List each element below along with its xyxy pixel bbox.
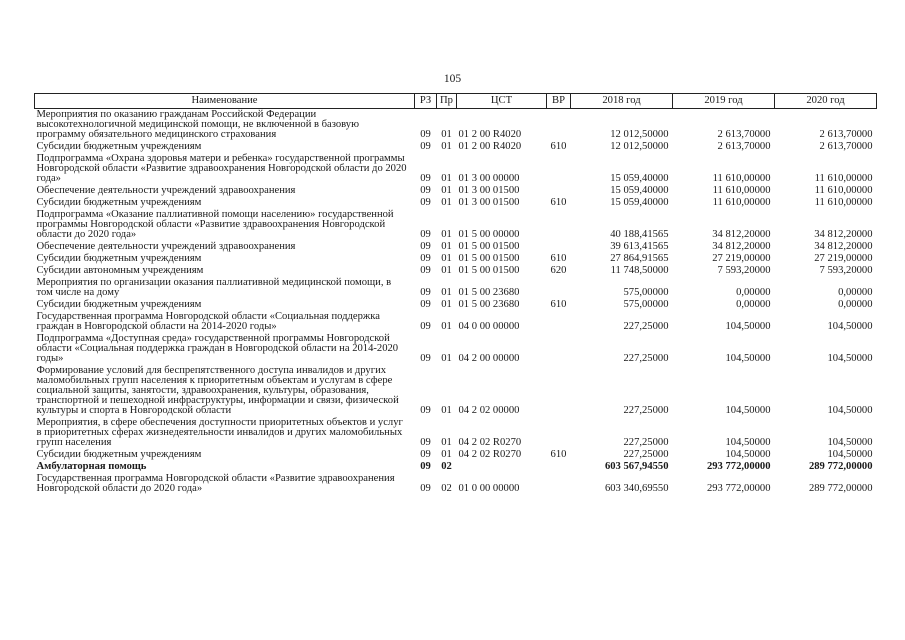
cell-2018: 15 059,40000 — [610, 173, 669, 184]
cell-2019: 11 610,00000 — [712, 197, 771, 208]
cell-2020: 289 772,00000 — [808, 461, 873, 472]
cell-rz: 09 — [420, 241, 431, 252]
cell-cst: 01 0 00 00000 — [458, 483, 520, 494]
cell-name: Субсидии бюджетным учреждениям — [36, 299, 202, 310]
cell-cst: 01 5 00 00000 — [458, 229, 520, 240]
cell-2020: 11 610,00000 — [814, 185, 873, 196]
cell-name: Мероприятия, в сфере обеспечения доступности приоритетных объектов и услуг в приоритетных сферах жизнедеятельности инвалидов и других маломобильных групп населения — [36, 417, 403, 448]
cell-2020: 104,50000 — [827, 405, 873, 416]
cell-pr: 01 — [441, 287, 452, 298]
cell-cst: 04 2 02 R0270 — [458, 449, 522, 460]
cell-vr — [547, 185, 571, 197]
cell-pr: 01 — [441, 299, 452, 310]
cell-cst: 04 2 02 00000 — [458, 405, 520, 416]
cell-2020: 0,00000 — [838, 287, 873, 298]
cell-cst: 01 2 00 R4020 — [458, 141, 522, 152]
cell-pr: 01 — [441, 265, 452, 276]
cell-cst: 01 5 00 23680 — [458, 299, 520, 310]
cell-pr: 02 — [441, 483, 452, 494]
cell-2020: 104,50000 — [827, 449, 873, 460]
cell-cst: 01 3 00 00000 — [458, 173, 520, 184]
cell-rz: 09 — [420, 299, 431, 310]
cell-rz: 09 — [420, 265, 431, 276]
header-cst: ЦСТ — [457, 94, 547, 109]
cell-rz: 09 — [420, 173, 431, 184]
cell-pr: 01 — [441, 197, 452, 208]
cell-vr — [547, 417, 571, 449]
cell-2018: 12 012,50000 — [610, 141, 669, 152]
table-row — [35, 253, 877, 265]
cell-2018: 575,00000 — [623, 299, 669, 310]
cell-rz: 09 — [420, 321, 431, 332]
cell-name: Государственная программа Новгородской области «Развитие здравоохранения Новгородской области до 2020 года» — [36, 473, 395, 494]
cell-vr — [547, 109, 571, 142]
cell-2019: 2 613,70000 — [717, 129, 771, 140]
cell-cst: 01 5 00 01500 — [458, 253, 520, 264]
table-row — [35, 109, 877, 142]
cell-2019: 104,50000 — [725, 353, 771, 364]
cell-name: Государственная программа Новгородской области «Социальная поддержка граждан в Новгородской области на 2014-2020 годы» — [36, 311, 380, 332]
cell-pr: 01 — [441, 437, 452, 448]
table-row — [35, 311, 877, 333]
cell-name: Субсидии бюджетным учреждениям — [36, 141, 202, 152]
table-row — [35, 417, 877, 449]
cell-2019: 2 613,70000 — [717, 141, 771, 152]
cell-cst: 04 2 00 00000 — [458, 353, 520, 364]
cell-cst: 04 2 02 R0270 — [458, 437, 522, 448]
cell-2018: 11 748,50000 — [610, 265, 669, 276]
cell-cst: 01 5 00 01500 — [458, 241, 520, 252]
cell-pr: 01 — [441, 253, 452, 264]
table-row — [35, 197, 877, 209]
cell-vr — [547, 461, 571, 473]
cell-rz: 09 — [420, 353, 431, 364]
cell-vr: 610 — [550, 449, 567, 460]
cell-2019: 34 812,20000 — [712, 241, 771, 252]
cell-2019: 27 219,00000 — [712, 253, 771, 264]
cell-vr: 610 — [550, 141, 567, 152]
cell-2020: 289 772,00000 — [808, 483, 873, 494]
cell-cst: 01 5 00 23680 — [458, 287, 520, 298]
cell-2020: 104,50000 — [827, 437, 873, 448]
cell-cst: 01 5 00 01500 — [458, 265, 520, 276]
cell-2020: 11 610,00000 — [814, 197, 873, 208]
table-header-row — [35, 94, 877, 109]
cell-2018: 27 864,91565 — [610, 253, 669, 264]
table-row — [35, 299, 877, 311]
cell-2018: 15 059,40000 — [610, 185, 669, 196]
table-row — [35, 185, 877, 197]
cell-rz: 09 — [420, 461, 431, 472]
cell-vr: 610 — [550, 197, 567, 208]
cell-2020: 34 812,20000 — [814, 241, 873, 252]
table-row — [35, 277, 877, 299]
header-pr: Пр — [437, 94, 457, 109]
cell-vr — [547, 209, 571, 241]
cell-2019: 104,50000 — [725, 321, 771, 332]
cell-vr — [547, 153, 571, 185]
header-2018: 2018 год — [571, 94, 673, 109]
header-vr: ВР — [547, 94, 571, 109]
cell-2020: 2 613,70000 — [819, 141, 873, 152]
cell-rz: 09 — [420, 405, 431, 416]
header-name: Наименование — [35, 94, 415, 109]
cell-cst: 01 3 00 01500 — [458, 185, 520, 196]
cell-2018: 227,25000 — [623, 405, 669, 416]
cell-rz: 09 — [420, 437, 431, 448]
table-row — [35, 461, 877, 473]
page-number: 105 — [443, 73, 462, 85]
table-row — [35, 153, 877, 185]
cell-2020: 2 613,70000 — [819, 129, 873, 140]
cell-rz: 09 — [420, 129, 431, 140]
cell-pr: 01 — [441, 321, 452, 332]
cell-rz: 09 — [420, 141, 431, 152]
header-2020: 2020 год — [775, 94, 877, 109]
cell-rz: 09 — [420, 229, 431, 240]
cell-2018: 227,25000 — [623, 353, 669, 364]
cell-name: Субсидии бюджетным учреждениям — [36, 197, 202, 208]
cell-pr: 01 — [441, 241, 452, 252]
cell-cst — [457, 461, 547, 473]
cell-cst: 01 3 00 01500 — [458, 197, 520, 208]
cell-2019: 0,00000 — [736, 299, 771, 310]
budget-table — [34, 93, 877, 495]
cell-2020: 104,50000 — [827, 353, 873, 364]
cell-2020: 34 812,20000 — [814, 229, 873, 240]
cell-pr: 01 — [441, 353, 452, 364]
cell-2020: 0,00000 — [838, 299, 873, 310]
cell-2019: 293 772,00000 — [706, 483, 771, 494]
cell-vr: 610 — [550, 253, 567, 264]
cell-2019: 104,50000 — [725, 437, 771, 448]
cell-vr — [547, 365, 571, 417]
cell-name: Субсидии бюджетным учреждениям — [36, 253, 202, 264]
cell-2018: 40 188,41565 — [610, 229, 669, 240]
table-row — [35, 141, 877, 153]
cell-2018: 15 059,40000 — [610, 197, 669, 208]
cell-2019: 11 610,00000 — [712, 173, 771, 184]
cell-vr — [547, 311, 571, 333]
cell-name: Формирование условий для беспрепятственного доступа инвалидов и других маломобильных групп населения к приоритетным объектам и услугам в сфере социальной защиты, занятости, здравоохранения, культуры, образования, транспортной и пешеходной инфраструктуры, информации и связи, физической культуры и спорта в Новгородской области — [36, 365, 399, 416]
cell-name: Субсидии бюджетным учреждениям — [36, 449, 202, 460]
cell-cst: 04 0 00 00000 — [458, 321, 520, 332]
cell-2018: 575,00000 — [623, 287, 669, 298]
cell-rz: 09 — [420, 197, 431, 208]
cell-rz: 09 — [420, 483, 431, 494]
header-rz: РЗ — [415, 94, 437, 109]
table-row — [35, 333, 877, 365]
cell-vr: 620 — [550, 265, 567, 276]
cell-pr: 01 — [441, 185, 452, 196]
cell-2018: 603 567,94550 — [604, 461, 669, 472]
cell-name: Амбулаторная помощь — [36, 461, 147, 472]
cell-pr: 01 — [441, 449, 452, 460]
cell-vr — [547, 241, 571, 253]
cell-name: Подпрограмма «Охрана здоровья матери и ребенка» государственной программы Новгородской области «Развитие здравоохранения Новгородской области до 2020 года» — [36, 153, 407, 184]
cell-rz: 09 — [420, 253, 431, 264]
cell-2019: 104,50000 — [725, 449, 771, 460]
cell-vr — [547, 333, 571, 365]
cell-pr: 01 — [441, 229, 452, 240]
cell-2020: 104,50000 — [827, 321, 873, 332]
cell-2019: 7 593,20000 — [717, 265, 771, 276]
cell-vr — [547, 277, 571, 299]
cell-pr: 01 — [441, 141, 452, 152]
cell-vr — [547, 473, 571, 495]
cell-2018: 227,25000 — [623, 437, 669, 448]
cell-2019: 0,00000 — [736, 287, 771, 298]
cell-2018: 227,25000 — [623, 449, 669, 460]
cell-name: Мероприятия по оказанию гражданам Российской Федерации высокотехнологичной медицинской помощи, не включенной в базовую программу обязательного медицинского страхования — [36, 109, 360, 140]
cell-name: Подпрограмма «Доступная среда» государственной программы Новгородской области «Социальная поддержка граждан в Новгородской области на 2014-2020 годы» — [36, 333, 399, 364]
table-row — [35, 473, 877, 495]
header-2019: 2019 год — [673, 94, 775, 109]
cell-name: Субсидии автономным учреждениям — [36, 265, 204, 276]
cell-2019: 293 772,00000 — [706, 461, 771, 472]
cell-2019: 34 812,20000 — [712, 229, 771, 240]
table-row — [35, 209, 877, 241]
cell-2018: 12 012,50000 — [610, 129, 669, 140]
cell-vr: 610 — [550, 299, 567, 310]
cell-name: Обеспечение деятельности учреждений здравоохранения — [36, 241, 296, 252]
table-row — [35, 241, 877, 253]
cell-2020: 27 219,00000 — [814, 253, 873, 264]
cell-2018: 39 613,41565 — [610, 241, 669, 252]
table-body — [35, 109, 877, 496]
cell-cst: 01 2 00 R4020 — [458, 129, 522, 140]
cell-rz: 09 — [420, 449, 431, 460]
cell-2020: 7 593,20000 — [819, 265, 873, 276]
table-row — [35, 449, 877, 461]
cell-pr: 02 — [441, 461, 452, 472]
cell-2019: 11 610,00000 — [712, 185, 771, 196]
cell-rz: 09 — [420, 185, 431, 196]
cell-2019: 104,50000 — [725, 405, 771, 416]
cell-pr: 01 — [441, 405, 452, 416]
cell-name: Подпрограмма «Оказание паллиативной помощи населению» государственной программы Новгородской области «Развитие здравоохранения Новгородской области до 2020 года» — [36, 209, 394, 240]
cell-name: Обеспечение деятельности учреждений здравоохранения — [36, 185, 296, 196]
cell-2018: 227,25000 — [623, 321, 669, 332]
cell-name: Мероприятия по организации оказания паллиативной медицинской помощи, в том числе на дому — [36, 277, 392, 298]
table-row — [35, 265, 877, 277]
cell-2020: 11 610,00000 — [814, 173, 873, 184]
cell-pr: 01 — [441, 173, 452, 184]
cell-2018: 603 340,69550 — [604, 483, 669, 494]
cell-pr: 01 — [441, 129, 452, 140]
cell-rz: 09 — [420, 287, 431, 298]
table-row — [35, 365, 877, 417]
